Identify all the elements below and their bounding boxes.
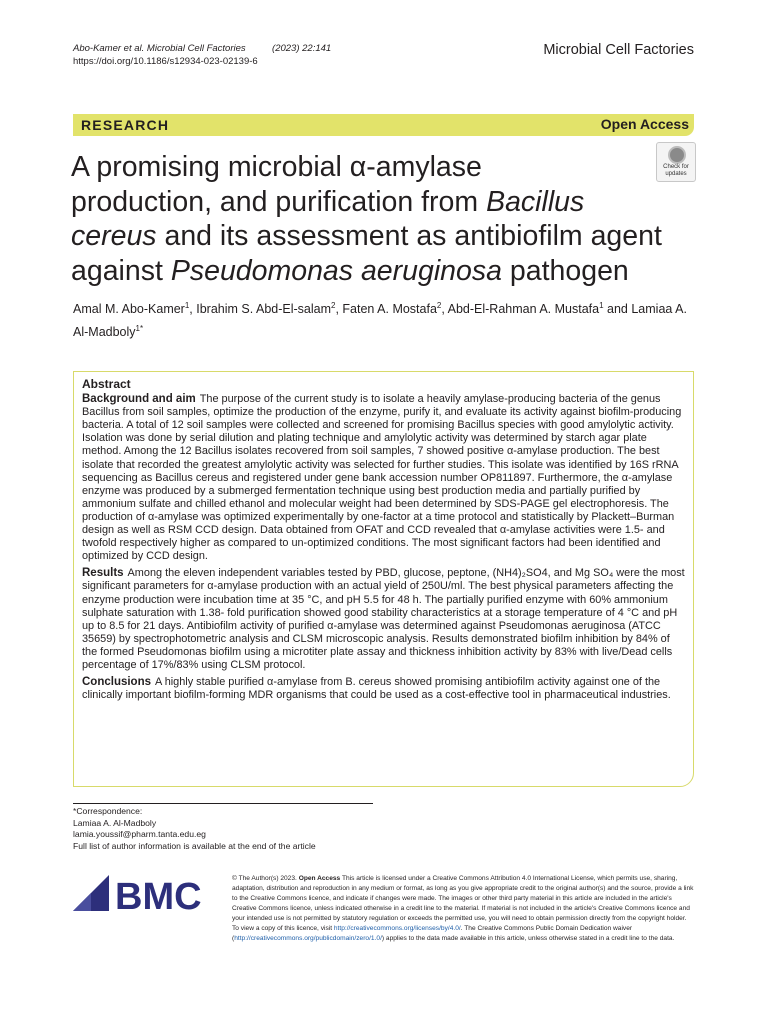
results-heading: Results [82,567,124,580]
background-heading: Background and aim [82,393,196,406]
citation-line: Abo-Kamer et al. Microbial Cell Factories (2023) 22:141 [73,43,332,54]
correspondence-email[interactable]: lamia.youssif@pharm.tanta.edu.eg [73,829,206,839]
license-body-3: ) applies to the data made available in this article, unless otherwise stated in a credit line to the data. [381,935,675,942]
results-text: Among the eleven independent variables tested by PBD, glucose, peptone, (NH4)₂SO4, and Mg SO₄ were the most significant parameters for α-amylase production with an actual yield of 250U/ml. The best physical parameters affecting the enzyme production were incubation time at 35 °C, and pH 5.5 for 48 h. The partially purified enzyme with 60% ammonium sulphate saturation with 1.38- fold purification showed good stability characteristics at a storage temperature of 4 °C and pH up to 8.5 for 21 days. Antibiofilm activity of purified α-amylase was determined against Pseudomonas aeruginosa (ATCC 35659) by spectrophotometric analysis and CLSM microscopic analysis. Results demonstrated biofilm inhibition by 84% of the formed Pseudomonas biofilm using a microtiter plate assay and thickness inhibition activity by 83% with live/Dead cells percentage of 17%/83% using CLSM protocol. [82,567,685,671]
article-title [71,150,711,288]
title-italic: Bacillus [486,185,585,218]
affiliation-marker: 1 [184,301,190,310]
conclusions-heading: Conclusions [82,676,152,689]
title-line [71,254,711,289]
abstract-content [82,378,685,706]
author-list [73,296,693,342]
author-name[interactable]: , Ibrahim S. Abd-El-salam [189,302,332,317]
title-text: and its assessment as antibiofilm agent [156,220,662,252]
license-copyright: © The Author(s) 2023. [232,875,299,882]
title-italic: Pseudomonas aeruginosa [170,254,502,287]
correspondence-name: Lamiaa A. Al-Madboly [73,817,157,828]
citation [73,42,331,68]
title-text: A promising microbial α-amylase [71,151,482,183]
affiliation-marker: 1 [599,301,604,310]
author-name[interactable]: , Abd-El-Rahman A. Mustafa [441,302,600,317]
license-link-cc-by[interactable]: http://creativecommons.org/licenses/by/4.0/ [333,925,461,932]
background-text: The purpose of the current study is to isolate a heavily amylase-producing bacteria of the genus Bacillus from soil samples, optimize the production of the enzyme, purify it, and evaluate its activity against biofilm-producing bacteria. A total of 12 soil samples were collected and screened for promising Bacillus species with good amylolytic activity. Isolation was done by serial dilution and plating technique and amylolytic activity was determined by starch agar plate method. Among the 12 Bacillus isolates recovered from soil samples, 7 showed positive α-amylase production. The best isolate that recorded the greatest amylolytic activity was selected for further studies. This isolate was identified by 16S rRNA sequencing as Bacillus cereus and registered under gene bank accession number OP811897. Furthermore, the α-amylase enzyme was produced by a submerged fermentation technique using best production media and partially purified by ammonium sulfate and chilled ethanol and molecular weight had been determined by SDS-PAGE gel electrophoresis. The production of α-amylase was optimized experimentally by one-factor at a time protocol and statistically by Plackett–Burman design as well as RSM CCD design. Data obtained from OFAT and CCD revealed that α-amylase activities were 1.5- and twofold respectively higher as compared to un-optimized conditions. The most significant factors had been identified and optimized by CCD design. [82,393,682,563]
bmc-logo[interactable] [73,873,215,915]
author-info-note: Full list of author information is available at the end of the article [73,840,316,851]
title-text: against [71,254,171,287]
bmc-logo-text: BMC [115,876,202,915]
correspondence-label: *Correspondence: [73,806,143,816]
footnote-divider [73,803,373,804]
affiliation-marker: 2 [331,301,336,310]
affiliation-marker: 1* [135,324,144,334]
license-link-cc0[interactable]: http://creativecommons.org/publicdomain/zero/1.0/ [234,935,382,942]
author-name[interactable]: Amal M. Abo-Kamer [73,302,185,317]
license-text [232,874,694,944]
author-name[interactable]: and Lamiaa A. Al-Madboly [73,302,687,340]
abstract-background [82,393,685,563]
check-updates-line2: updates [665,171,687,177]
section-banner [73,114,694,136]
license-body: This article is licensed under a Creative Commons Attribution 4.0 International License, which permits use, sharing, adaptation, distribution and reproduction in any medium or format, as long as you give appropriate credit to the original author(s) and the source, provide a link to the Creative Commons licence, and indicate if changes were made. The images or other third party material in this article are included in the article's Creative Commons licence, unless indicated otherwise in a credit line to the material. If material is not included in the article's Creative Commons licence and your intended use is not permitted by statutory regulation or exceeds the permitted use, you will need to obtain permission directly from the copyright holder. To view a copy of this licence, visit [232,875,694,932]
abstract-results [82,567,685,672]
title-line [71,219,711,254]
check-updates-line1: Check for [663,164,689,170]
conclusions-text: A highly stable purified α-amylase from B. cereus showed promising antibiofilm activity against one of the clinically important biofilm-forming MDR organisms that could be used as a cost-effective tool in pharmaceutical industries. [82,676,671,702]
title-text: pathogen [501,254,629,287]
abstract-heading: Abstract [82,377,131,391]
correspondence-block [73,806,316,852]
doi-link[interactable]: https://doi.org/10.1186/s12934-023-02139-6 [73,56,258,67]
license-open-access: Open Access [298,875,341,882]
abstract-conclusions [82,676,685,702]
license-body-2: . The Creative Commons Public Domain Dedication waiver ( [232,925,633,942]
author-name[interactable]: , Faten A. Mostafa [335,302,437,317]
abstract-box [73,371,694,787]
title-italic: cereus [71,220,157,252]
title-line [71,185,711,220]
title-line [71,150,711,185]
journal-name: Microbial Cell Factories [543,42,694,58]
open-access-label: Open Access [600,116,689,132]
research-label: RESEARCH [81,117,170,133]
affiliation-marker: 2 [436,301,442,310]
title-text: production, and purification from [71,185,487,218]
